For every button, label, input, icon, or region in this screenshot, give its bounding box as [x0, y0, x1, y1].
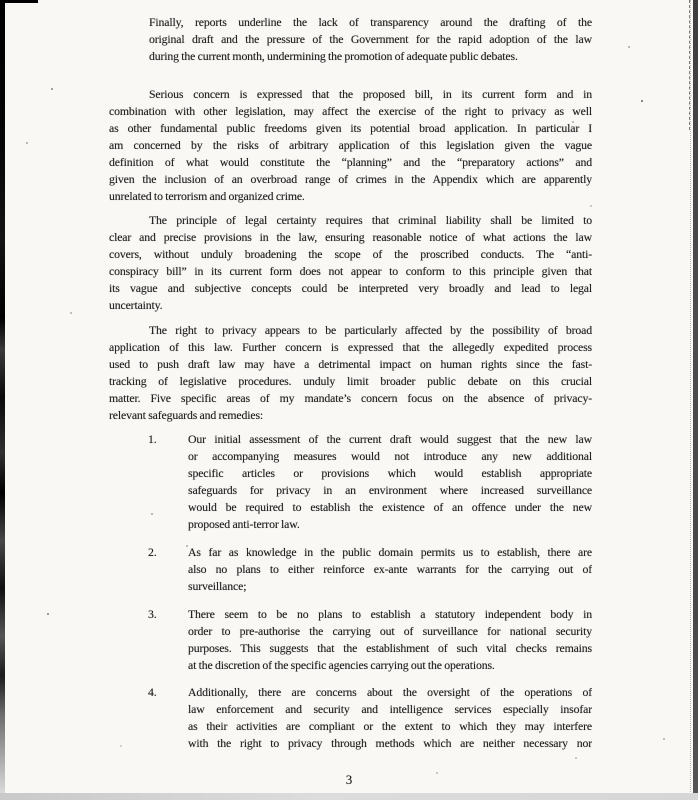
text-line: given the inclusion of an overbroad range of crimes in the Appendix which are apparently: [109, 172, 592, 186]
text-line: would be required to establish the existence of an offence under the new: [188, 500, 592, 514]
text-line: unrelated to terrorism and organized crime.: [109, 189, 305, 203]
paragraph-legal-certainty: [109, 212, 592, 314]
text-line: clear and precise provisions in the law, ensuring reasonable notice of what actions the law: [109, 230, 592, 244]
text-line: order to pre-authorise the carrying out of surveillance for national security: [188, 624, 592, 638]
list-item-text: [188, 606, 592, 674]
list-item-3: [148, 606, 592, 674]
text-line: proposed anti-terror law.: [188, 517, 300, 531]
text-line: definition of what would constitute the “planning” and the “preparatory actions” and: [109, 155, 592, 169]
text-line: as other fundamental public freedoms given its potential broad application. In particular I: [109, 121, 592, 135]
text-line: as their activities are compliant or the extent to which they may interfere: [188, 719, 592, 733]
text-line: The right to privacy appears to be particularly affected by the possibility of broad: [149, 323, 592, 337]
text-line: law enforcement and security and intelligence services especially insofar: [188, 702, 592, 716]
text-line: safeguards for privacy in an environment where increased surveillance: [188, 483, 592, 497]
list-item-text: [188, 684, 592, 752]
text-line: Finally, reports underline the lack of transparency around the drafting of the: [149, 15, 592, 29]
text-line: specific articles or provisions which would establish appropriate: [188, 466, 592, 480]
text-line: As far as knowledge in the public domain permits us to establish, there are: [188, 545, 592, 559]
text-line: with the right to privacy through methods which are neither necessary nor: [188, 736, 592, 750]
text-line: purposes. This suggests that the establishment of such vital checks remains: [188, 641, 592, 655]
list-item-2: [148, 544, 592, 595]
text-line: used to push draft law may have a detrimental impact on human rights since the fast-: [109, 357, 592, 371]
list-item-number: 1.: [148, 432, 157, 446]
list-item-number: 2.: [148, 545, 157, 559]
text-line: Additionally, there are concerns about the oversight of the operations of: [188, 685, 592, 699]
text-line: also no plans to either reinforce ex-ante warrants for the carrying out of: [188, 562, 592, 576]
text-line: during the current month, undermining the promotion of adequate public debates.: [149, 49, 518, 63]
text-line: am concerned by the risks of arbitrary application of this legislation given the vague: [109, 138, 592, 152]
paragraph-right-to-privacy: [109, 322, 592, 424]
list-item-number: 3.: [148, 607, 157, 621]
text-line: relevant safeguards and remedies:: [109, 408, 264, 422]
text-line: Serious concern is expressed that the proposed bill, in its current form and in: [149, 87, 592, 101]
text-line: original draft and the pressure of the Government for the rapid adoption of the law: [149, 32, 592, 46]
paragraph-finally: [149, 14, 592, 65]
list-item-1: [148, 431, 592, 533]
text-line: combination with other legislation, may affect the exercise of the right to privacy as well: [109, 104, 592, 118]
text-line: at the discretion of the specific agencies carrying out the operations.: [188, 658, 495, 672]
text-line: application of this law. Further concern is expressed that the allegedly expedited process: [109, 340, 592, 354]
text-line: Our initial assessment of the current draft would suggest that the new law: [188, 432, 592, 446]
page-number: 3: [345, 772, 353, 787]
list-item-number: 4.: [148, 685, 157, 699]
paragraph-serious-concern: [109, 86, 592, 205]
list-item-4: [148, 684, 592, 752]
text-line: The principle of legal certainty requires that criminal liability shall be limited to: [149, 213, 592, 227]
text-line: its vague and subjective concepts could be interpreted very broadly and lead to legal: [109, 281, 592, 295]
text-line: covers, without unduly broadening the scope of the proscribed conducts. The “anti-: [109, 247, 592, 261]
text-line: uncertainty.: [109, 298, 163, 312]
scan-bottom-edge-artifact: [0, 793, 698, 800]
text-line: surveillance;: [188, 579, 247, 593]
text-line: conspiracy bill” in its current form does not appear to conform to this principle given that: [109, 264, 592, 278]
list-item-text: [188, 544, 592, 595]
text-line: There seem to be no plans to establish a statutory independent body in: [188, 607, 592, 621]
text-line: tracking of legislative procedures. unduly limit broader public debate on this crucial: [109, 374, 592, 388]
list-item-text: [188, 431, 592, 533]
text-line: matter. Five specific areas of my mandate’s concern focus on the absence of privacy-: [109, 391, 592, 405]
text-line: or accompanying measures would not introduce any new additional: [188, 449, 592, 463]
